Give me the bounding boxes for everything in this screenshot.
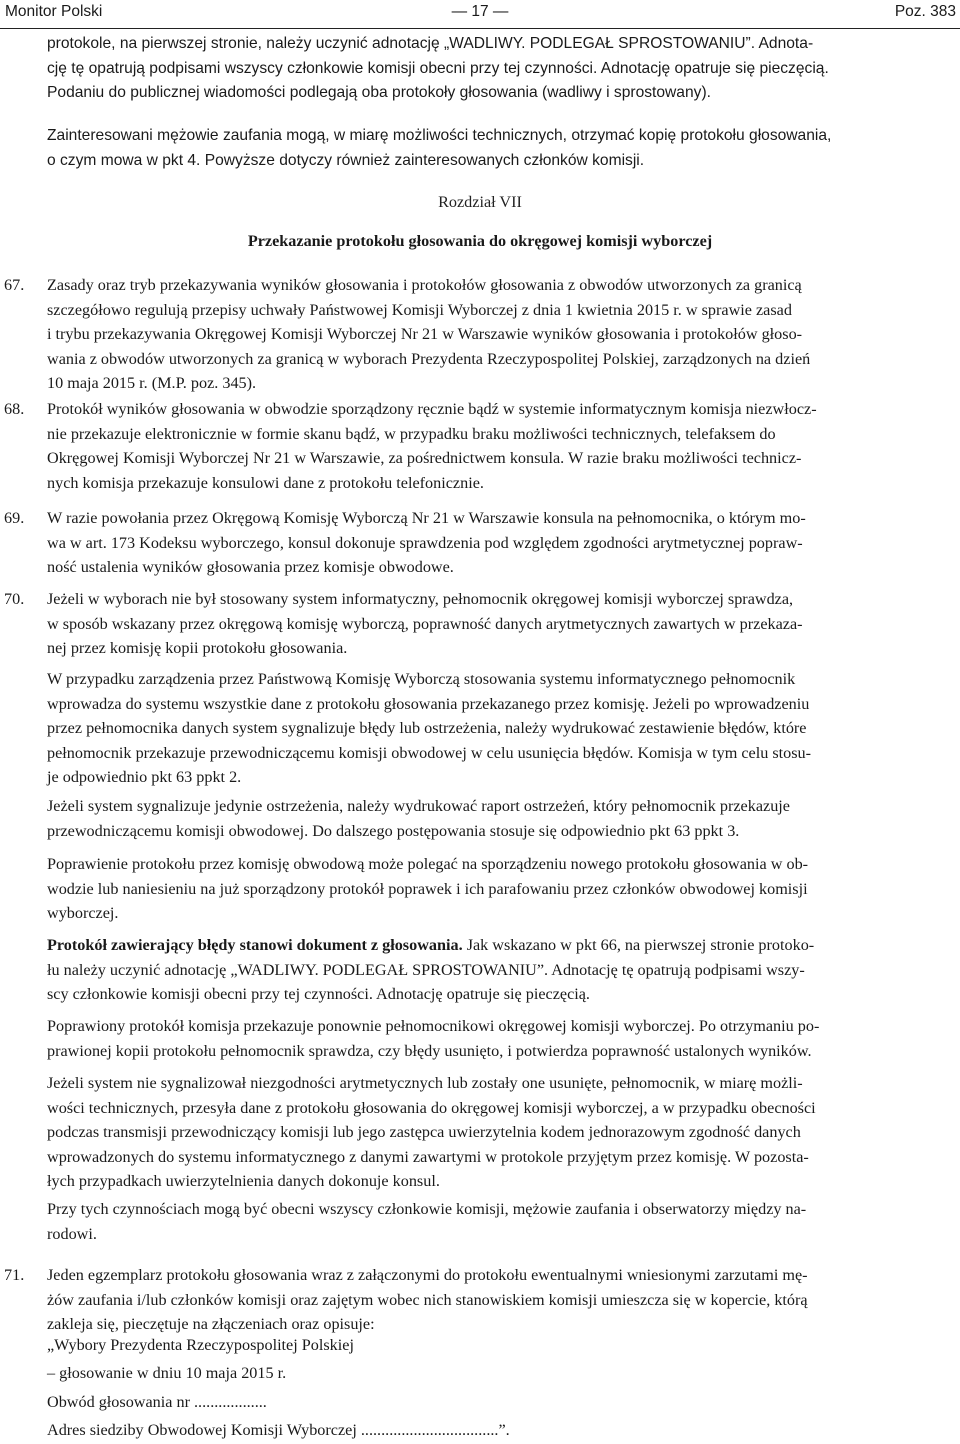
text-line: w sposób wskazany przez okręgową komisję wyborczą, poprawność danych arytmetycznych zawartych w przekaza-: [47, 614, 803, 633]
text-line: Poprawienie protokołu przez komisję obwodową może polegać na sporządzeniu nowego protokołu głosowania w ob-: [47, 855, 809, 873]
text-line: Jeżeli system nie sygnalizował niezgodności arytmetycznych lub zostały one usunięte, pełnomocnik, w miarę możli-: [47, 1074, 803, 1092]
text-line: podczas transmisji przewodniczący komisji lub jego zastępca uwierzytelnia kodem jednorazowym zgodność danych: [47, 1123, 801, 1142]
intro-paragraph-2: [47, 124, 959, 173]
text-line: Okręgowej Komisji Wyborczej Nr 21 w Warszawie, za pośrednictwem konsula. W razie braku możliwości technicz-: [47, 449, 802, 468]
item-text: [47, 1263, 959, 1337]
item-70-paragraph-b: [47, 667, 959, 790]
bold-statement: Protokół zawierający błędy stanowi dokument z głosowania.: [47, 936, 463, 954]
page-header: [0, 0, 960, 27]
text-line: W przypadku zarządzenia przez Państwową Komisję Wyborczą stosowania systemu informatycznego pełnomocnik: [47, 670, 796, 688]
text-line: przewodniczącemu komisji obwodowej. Do dalszego postępowania stosuje się odpowiednio pkt 63 ppkt 3.: [47, 821, 740, 840]
text-span: Jak wskazano w pkt 66, na pierwszej stronie protoko-: [462, 936, 815, 954]
position-number: Poz. 383: [894, 3, 956, 20]
text-line: Jeżeli w wyborach nie był stosowany system informatyczny, pełnomocnik okręgowej komisji wyborczej sprawdza,: [47, 590, 794, 608]
envelope-label-line-4: Adres siedziby Obwodowej Komisji Wyborczej ..................................”.: [47, 1421, 510, 1439]
text-line: Jeżeli system sygnalizuje jedynie ostrzeżenia, należy wydrukować raport ostrzeżeń, który pełnomocnik przekazuje: [47, 797, 790, 815]
item-number: 70.: [4, 590, 25, 608]
chapter-label: Rozdział VII: [438, 193, 522, 211]
text-line: Przy tych czynnościach mogą być obecni wszyscy członkowie komisji, mężowie zaufania i obserwatorzy między na-: [47, 1200, 807, 1218]
item-text: [47, 506, 959, 580]
text-line: wprowadzonych do systemu informatycznego z danymi zawartymi w protokole przyjętym przez komisję. W pozosta-: [47, 1147, 809, 1166]
text-line: [47, 933, 959, 958]
text-line: cję tę opatrują podpisami wszyscy członkowie komisji obecni przy tej czynności. Adnotację opatruje się pieczęcią.: [47, 59, 829, 77]
text-line: rodowi.: [47, 1224, 97, 1243]
text-line: wprowadza do systemu wszystkie dane z protokołu głosowania przekazanego przez komisję. Jeżeli po wprowadzeniu: [47, 694, 810, 713]
envelope-label-line-2: – głosowanie w dniu 10 maja 2015 r.: [47, 1364, 287, 1382]
text-line: łych przypadkach uwierzytelnienia danych dokonuje konsul.: [47, 1172, 440, 1191]
text-line: ność ustalenia wyników głosowania przez komisje obwodowe.: [47, 558, 454, 577]
text-line: i trybu przekazywania Okręgowej Komisji Wyborczej Nr 21 w Warszawie wyników głosowania i protokołów głoso-: [47, 325, 803, 344]
item-text: [47, 587, 959, 661]
text-line: 10 maja 2015 r. (M.P. poz. 345).: [47, 374, 257, 393]
text-line: scy członkowie komisji obecni przy tej czynności. Adnotację opatruje się pieczęcią.: [47, 985, 590, 1004]
item-70-paragraph-f: [47, 1014, 959, 1063]
page-number: — 17 —: [451, 3, 509, 20]
text-line: przez pełnomocnika danych system sygnalizuje błędy lub ostrzeżenia, należy wydrukować zestawienie błędów, które: [47, 719, 807, 738]
item-number: 68.: [4, 400, 25, 418]
chapter-title: Przekazanie protokołu głosowania do okręgowej komisji wyborczej: [247, 232, 713, 250]
text-line: Protokół wyników głosowania w obwodzie sporządzony ręcznie bądź w systemie informatycznym komisja niezwłocz-: [47, 400, 817, 418]
intro-paragraph-1: [47, 32, 959, 106]
text-line: szczegółowo regulują przepisy uchwały Państwowej Komisji Wyborczej z dnia 1 kwietnia 2015 r. w sprawie zasad: [47, 300, 792, 319]
item-number: 69.: [4, 509, 25, 527]
text-line: Podaniu do publicznej wiadomości podlegają oba protokoły głosowania (wadliwy i sprostowany).: [47, 84, 711, 102]
text-line: je odpowiednio pkt 63 ppkt 2.: [47, 768, 242, 787]
text-line: protokole, na pierwszej stronie, należy uczynić adnotację „WADLIWY. PODLEGAŁ SPROSTOWANIU”. Adnota-: [47, 35, 814, 52]
text-line: wodzie lub naniesieniu na już sporządzony protokół poprawek i ich parafowaniu przez członków obwodowej komisji: [47, 879, 808, 898]
text-line: Jeden egzemplarz protokołu głosowania wraz z załączonymi do protokołu ewentualnymi wniesionymi zarzutami mę-: [47, 1266, 808, 1284]
text-line: wyborczej.: [47, 904, 119, 923]
text-line: prawionej kopii protokołu pełnomocnik sprawdza, czy błędy usunięto, i potwierdza poprawność ustalonych wyników.: [47, 1041, 812, 1060]
text-line: żów zaufania i/lub członków komisji oraz zajętym wobec nich stanowiskiem komisji umieszcza się w kopercie, którą: [47, 1290, 808, 1309]
item-70-paragraph-d: [47, 852, 959, 926]
item-number: 67.: [4, 276, 25, 294]
envelope-label-line-3: Obwód głosowania nr ..................: [47, 1393, 267, 1411]
envelope-label-line-1: „Wybory Prezydenta Rzeczypospolitej Polskiej: [47, 1336, 354, 1354]
text-line: nych komisja przekazuje konsulowi dane z protokołu telefonicznie.: [47, 473, 484, 492]
text-line: wości technicznych, przesyła dane z protokołu głosowania do okręgowej komisji wyborczej, a w przypadku obecności: [47, 1098, 816, 1117]
header-divider: [0, 28, 960, 29]
text-line: wa w art. 173 Kodeksu wyborczego, konsul dokonuje sprawdzenia pod względem zgodności arytmetycznej popraw-: [47, 533, 803, 552]
text-line: nie przekazuje elektronicznie w formie skanu bądź, w przypadku braku możliwości technicznych, telefaksem do: [47, 424, 776, 443]
text-line: nej przez komisję kopii protokołu głosowania.: [47, 639, 348, 658]
text-line: łu należy uczynić adnotację „WADLIWY. PODLEGAŁ SPROSTOWANIU”. Adnotację tę opatrują podpisami wszy-: [47, 960, 805, 979]
text-line: Zainteresowani mężowie zaufania mogą, w miarę możliwości technicznych, otrzymać kopię protokołu głosowania,: [47, 127, 832, 144]
publication-name: Monitor Polski: [5, 3, 103, 20]
text-line: W razie powołania przez Okręgową Komisję Wyborczą Nr 21 w Warszawie konsula na pełnomocnika, o którym mo-: [47, 509, 806, 527]
item-text: [47, 273, 959, 396]
text-line: pełnomocnik przekazuje przewodniczącemu komisji obwodowej w celu usunięcia błędów. Komisja w tym celu stosu-: [47, 743, 812, 762]
item-70-paragraph-c: [47, 794, 959, 843]
text-line: o czym mowa w pkt 4. Powyższe dotyczy również zainteresowanych członków komisji.: [47, 151, 645, 169]
text-line: zakleja się, pieczętuje na złączeniach oraz opisuje:: [47, 1315, 375, 1334]
item-70-paragraph-e: [47, 933, 959, 1007]
item-text: [47, 397, 959, 495]
item-70-paragraph-h: [47, 1197, 959, 1246]
text-line: Zasady oraz tryb przekazywania wyników głosowania i protokołów głosowania z obwodów utworzonych za granicą: [47, 276, 802, 294]
item-number: 71.: [4, 1266, 25, 1284]
text-line: Poprawiony protokół komisja przekazuje ponownie pełnomocnikowi okręgowej komisji wyborczej. Po otrzymaniu po-: [47, 1017, 820, 1035]
item-70-paragraph-g: [47, 1071, 959, 1194]
text-line: wania z obwodów utworzonych za granicą w wyborach Prezydenta Rzeczypospolitej Polskiej, zarządzonych na dzień: [47, 349, 811, 368]
